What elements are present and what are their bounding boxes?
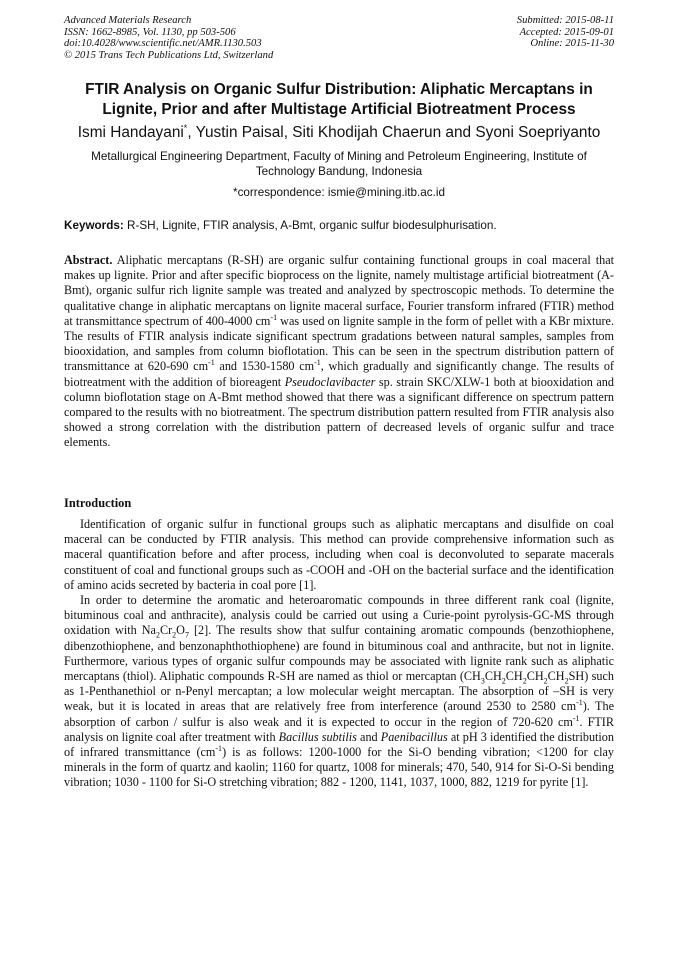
author-rest: , Yustin Paisal, Siti Khodijah Chaerun and Syoni Soepriyanto — [187, 124, 601, 141]
intro-text: CH — [505, 669, 523, 684]
subscript: 2 — [172, 630, 177, 640]
date-online: Online: 2015-11-30 — [530, 38, 614, 50]
abstract-text-2: was used on lignite sample in the form of pellet with a KBr mixture. The results of FTIR analysis indicate significant spectrum gradations between natural samples, samples from biooxidation, and samples from column bioflotation. This can be seen in the spectrum distribution pattern of transmittance at 620-690 cm — [64, 313, 614, 374]
abstract-label: Abstract. — [64, 253, 113, 267]
intro-text: Cr — [159, 623, 173, 638]
intro-text: CH — [526, 669, 544, 684]
keywords-text: R-SH, Lignite, FTIR analysis, A-Bmt, organic sulfur biodesulphurisation. — [123, 219, 497, 232]
journal-info — [64, 15, 273, 61]
subscript: 3 — [480, 676, 485, 686]
abstract-text-5: sp. strain SKC/XLW-1 both at biooxidation and column bioflotation stage on A-Bmt method showed that there was a significant difference on spectrum pattern compared to the results with no biotreatment. The spectrum distribution pattern resulted from FTIR analysis also showed a strong correlation with the distribution pattern of decreased levels of organic sulfur and trace elements. — [64, 374, 614, 450]
intro-text: SH) such as 1-Penthanethiol or n-Penyl mercaptan; a low molecular weight mercaptan. The absorption of –SH is very weak, but it is located in areas that are relatively free from interference (around 2530 to 2580 cm — [64, 669, 614, 714]
intro-text: . FTIR analysis on lignite coal after treatment with — [64, 714, 614, 744]
paper-title: FTIR Analysis on Organic Sulfur Distribution: Aliphatic Mercaptans in Lignite, Prior and after Multistage Artificial Biotreatment Process — [85, 81, 593, 118]
species-name: Paenibacillus — [380, 729, 448, 744]
intro-text: ). The absorption of carbon / sulfur is also weak and it is expected to occur in the region of 720-620 cm — [64, 699, 614, 729]
intro-text: ) is as follows: 1200-1000 for the Si-O bending vibration; <1200 for clay minerals in the form of quartz and kaolin; 1160 for quartz, 1008 for minerals; 470, 540, 914 for Si-O-Si bending vibration; 1030 - 1100 for Si-O stretching vibration; 882 - 1200, 1141, 1037, 1000, 882, 1219 for pyrite [1]. — [64, 745, 614, 790]
subscript: 2 — [522, 676, 527, 686]
affiliation: Metallurgical Engineering Department, Faculty of Mining and Petroleum Engineering, Institute of Technology Bandung, Indonesia — [91, 150, 587, 178]
journal-copyright: © 2015 Trans Tech Publications Ltd, Switzerland — [64, 49, 274, 61]
keywords — [64, 219, 616, 233]
introduction-body — [64, 517, 614, 791]
abstract-species: Pseudoclavibacter — [284, 374, 376, 389]
intro-text: In order to determine the aromatic and heteroaromatic compounds in three different rank coal (lignite, bituminous coal and anthracite), analysis could be carried out using a Curie-point pyrolysis-GC-MS through oxidation with Na — [64, 593, 614, 638]
subscript: 2 — [543, 676, 548, 686]
correspondence: *correspondence: ismie@mining.itb.ac.id — [233, 186, 445, 199]
journal-issn: ISSN: 1662-8985, Vol. 1130, pp 503-506 — [64, 26, 236, 38]
intro-text: CH — [547, 669, 565, 684]
intro-paragraph-2 — [64, 593, 614, 791]
intro-text: O — [176, 623, 185, 638]
introduction-heading: Introduction — [64, 496, 132, 510]
intro-text: and — [356, 729, 381, 744]
journal-name: Advanced Materials Research — [64, 15, 192, 26]
author-list — [64, 124, 614, 142]
abstract — [64, 253, 614, 451]
abstract-text-4: , which gradually and significantly change. The results of biotreatment with the addition of bioreagent — [64, 359, 614, 389]
intro-text: CH — [484, 669, 502, 684]
abstract-text-3: and 1530-1580 cm — [214, 359, 315, 374]
abstract-sup-2: -1 — [208, 358, 215, 368]
abstract-sup-1: -1 — [270, 312, 278, 322]
abstract-text-1: Aliphatic mercaptans (R-SH) are organic sulfur containing functional groups in coal maceral that makes up lignite. Prior and after specific bioprocess on the lignite, namely multistage artificial biotreatment (A-Bmt), organic sulfur rich lignite sample was treated and analyzed by spectroscopic methods. To determine the qualitative change in aliphatic mercaptans on lignite maceral surface, Fourier transform infrared (FTIR) method at transmittance spectrum of 400-4000 cm — [64, 253, 614, 328]
intro-text: [2]. The results show that sulfur containing aromatic compounds (benzothiophene, dibenzothiophene, and benzonaphthothiophene) are found in bituminous coal and anthracite, but not in lignite. Furthermore, various types of organic sulfur compounds may be associated with lignite rank such as aliphatic mercaptans (thiol). Aliphatic compounds R-SH are named as thiol or mercaptan (CH — [64, 623, 614, 684]
date-submitted: Submitted: 2015-08-11 — [516, 15, 614, 26]
abstract-sup-3: -1 — [314, 358, 321, 368]
submission-dates — [517, 15, 614, 50]
subscript: 2 — [564, 676, 569, 686]
superscript: -1 — [572, 713, 580, 723]
species-name: Bacillus subtilis — [278, 729, 357, 744]
superscript: -1 — [576, 698, 583, 708]
corresponding-mark: * — [183, 122, 188, 133]
subscript: 2 — [155, 630, 160, 640]
superscript: -1 — [215, 743, 223, 753]
subscript: 2 — [501, 676, 506, 686]
journal-doi: doi:10.4028/www.scientific.net/AMR.1130.503 — [64, 38, 262, 50]
intro-text: at pH 3 identified the distribution of infrared transmittance (cm — [64, 729, 614, 760]
date-accepted: Accepted: 2015-09-01 — [519, 26, 614, 38]
author-first: Ismi Handayani — [77, 124, 184, 141]
intro-paragraph-1: Identification of organic sulfur in functional groups such as aliphatic mercaptans and disulfide on coal maceral can be conducted by FTIR analysis. This method can provide comprehensive information such as maceral quantification before and after process, including when coal is deconvoluted to separate macerals constituent of coal and functional groups such as -COOH and -OH on the bacterial surface and the identification of amino acids secreted by bacteria in coal pore [1]. — [64, 517, 614, 592]
keywords-label: Keywords: — [64, 219, 124, 232]
subscript: 7 — [184, 630, 189, 640]
